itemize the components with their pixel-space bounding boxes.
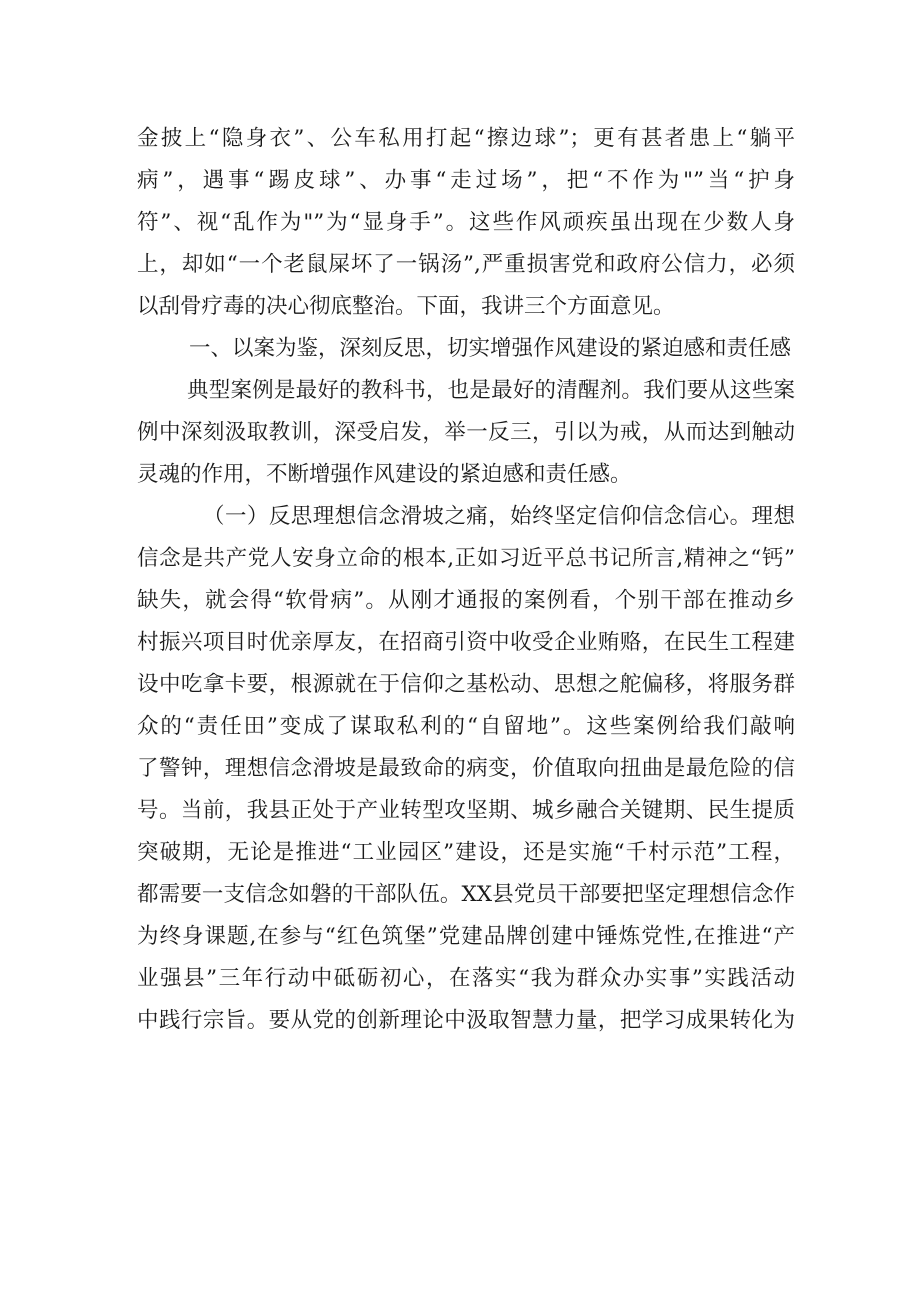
document-body xyxy=(137,118,795,1042)
text-line: 突破期，无论是推进“工业园区”建设，还是实施“千村示范”工程， xyxy=(137,840,795,865)
paragraph-continuation xyxy=(137,118,795,328)
text-line: 业强县”三年行动中砥砺初心，在落实“我为群众办实事”实践活动 xyxy=(137,966,795,991)
text-line: 号。当前，我县正处于产业转型攻坚期、城乡融合关键期、民生提质 xyxy=(137,798,795,823)
section-heading xyxy=(137,328,795,370)
text-line: 信念是共产党人安身立命的根本,正如习近平总书记所言,精神之“钙” xyxy=(137,546,795,571)
text-line: 病”，遇事“踢皮球”、办事“走过场”，把“不作为"”当“护身 xyxy=(137,168,795,193)
text-line: 例中深刻汲取教训，深受启发，举一反三，引以为戒，从而达到触动 xyxy=(137,420,795,445)
text-line: 了警钟，理想信念滑坡是最致命的病变，价值取向扭曲是最危险的信 xyxy=(137,756,795,781)
text-line: 以刮骨疗毒的决心彻底整治。下面，我讲三个方面意见。 xyxy=(137,294,675,319)
paragraph-subsection-1 xyxy=(137,496,795,1042)
text-line: 符”、视“乱作为"”为“显身手”。这些作风顽疾虽出现在少数人身 xyxy=(137,210,795,235)
paragraph-cases xyxy=(137,370,795,496)
text-line: 灵魂的作用，不断增强作风建设的紧迫感和责任感。 xyxy=(137,462,632,487)
text-line: 都需要一支信念如磐的干部队伍。XX县党员干部要把坚定理想信念作 xyxy=(137,882,795,907)
text-line: 缺失，就会得“软骨病”。从刚才通报的案例看，个别干部在推动乡 xyxy=(137,588,795,613)
text-line: 上，却如“一个老鼠屎坏了一锅汤”,严重损害党和政府公信力，必须 xyxy=(137,252,795,277)
text-line: 金披上“隐身衣”、公车私用打起“擦边球”；更有甚者患上“躺平 xyxy=(137,126,795,151)
text-line: 为终身课题,在参与“红色筑堡”党建品牌创建中锤炼党性,在推进“产 xyxy=(137,924,795,949)
text-line: 典型案例是最好的教科书，也是最好的清醒剂。我们要从这些案 xyxy=(187,378,795,403)
text-line: 中践行宗旨。要从党的创新理论中汲取智慧力量，把学习成果转化为 xyxy=(137,1008,795,1033)
text-line: （一）反思理想信念滑坡之痛，始终坚定信仰信念信心。理想 xyxy=(203,504,795,529)
text-line: 设中吃拿卡要，根源就在于信仰之基松动、思想之舵偏移，将服务群 xyxy=(137,672,795,697)
text-line: 村振兴项目时优亲厚友，在招商引资中收受企业贿赂，在民生工程建 xyxy=(137,630,795,655)
heading-text: 一、以案为鉴，深刻反思，切实增强作风建设的紧迫感和责任感 xyxy=(189,336,792,361)
text-line: 众的“责任田”变成了谋取私利的“自留地”。这些案例给我们敲响 xyxy=(137,714,795,739)
